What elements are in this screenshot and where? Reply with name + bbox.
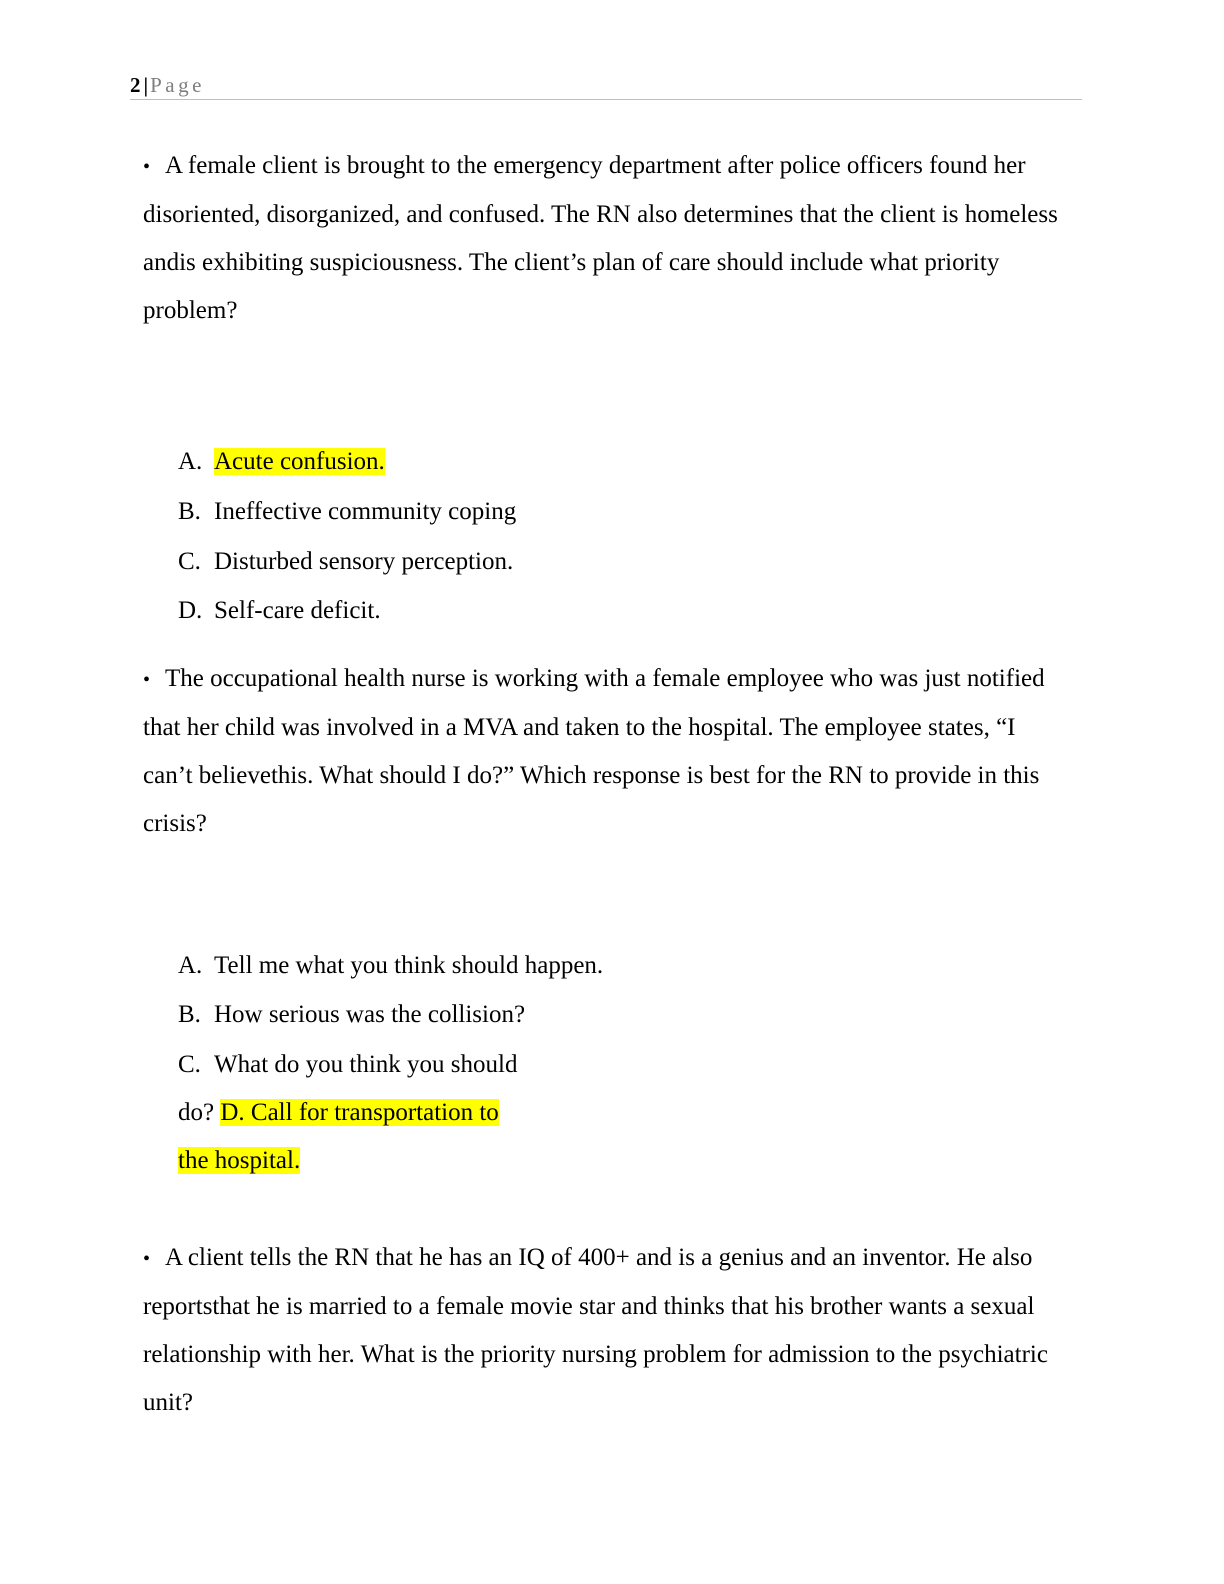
page-number: 2: [130, 73, 141, 97]
option-text: Tell me what you think should happen.: [214, 952, 604, 979]
bullet-icon: •: [143, 156, 151, 178]
option-text: Disturbed sensory perception.: [214, 548, 514, 575]
option-text: How serious was the collision?: [214, 1001, 526, 1028]
question-2: [143, 655, 1063, 848]
option-d-highlighted: D. Call for transportation to: [220, 1099, 499, 1126]
option-text: Ineffective community coping: [214, 498, 517, 525]
question-2-text: The occupational health nurse is working with a female employee who was just notified that her child was involved in a MVA and taken to the hospital. The employee states, “I can’t believethis. What should I do?” Which response is best for the RN to provide in this crisis?: [143, 665, 1045, 837]
wrapped-text: do?: [178, 1099, 215, 1126]
page-header: [130, 72, 1082, 100]
bullet-icon: •: [143, 669, 151, 691]
q2-option-b: [178, 997, 525, 1033]
q1-option-b: [178, 494, 516, 530]
q2-option-a: [178, 948, 603, 984]
q2-option-c: [178, 1047, 517, 1083]
q1-option-d: [178, 593, 381, 629]
q1-option-c: [178, 544, 513, 580]
option-letter: B.: [178, 1001, 201, 1028]
option-letter: C.: [178, 548, 201, 575]
option-letter: C.: [178, 1051, 201, 1078]
option-text: What do you think you should: [214, 1051, 518, 1078]
option-letter: A.: [178, 448, 203, 475]
option-letter: D.: [178, 597, 203, 624]
option-d-highlighted-cont: the hospital.: [178, 1147, 301, 1174]
question-3: [143, 1234, 1063, 1427]
q1-option-a: [178, 444, 385, 480]
option-letter: B.: [178, 498, 201, 525]
page-separator: |: [143, 73, 149, 97]
question-1-text: A female client is brought to the emergency department after police officers found her disoriented, disorganized, and confused. The RN also determines that the client is homeless andis exhibiting suspiciousness. The client’s plan of care should include what priority problem?: [143, 152, 1058, 324]
page-label: Page: [150, 73, 205, 97]
option-text: Self-care deficit.: [214, 597, 381, 624]
question-1: [143, 142, 1063, 335]
question-3-text: A client tells the RN that he has an IQ of 400+ and is a genius and an inventor. He also reportsthat he is married to a female movie star and thinks that his brother wants a sexual relationship with her. What is the priority nursing problem for admission to the psychiatric unit?: [143, 1244, 1048, 1416]
bullet-icon: •: [143, 1248, 151, 1270]
option-letter: A.: [178, 952, 203, 979]
q2-option-d-line-2: [178, 1143, 300, 1179]
q2-option-d-line-1: [178, 1095, 499, 1131]
option-text-highlighted: Acute confusion.: [214, 448, 385, 475]
